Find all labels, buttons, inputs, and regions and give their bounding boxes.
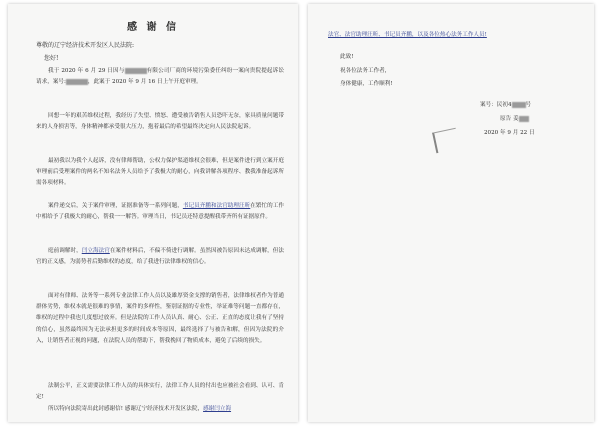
highlighted-names: 书记员齐鹏和法官助理汪昕 — [182, 203, 251, 209]
highlighted-judge: 闫立海法官 — [81, 248, 110, 254]
redaction-block — [66, 79, 88, 85]
letter-page-1 — [8, 4, 298, 422]
greeting: 您好! — [44, 55, 59, 62]
redaction-block — [512, 102, 526, 108]
wish-line-1: 祝各位法务工作者， — [340, 68, 391, 74]
paragraph-1: 我于 2020 年 6 月 29 日因与 有限公司厂商的环境污染委任纠纷一案向贵院提起诉讼请求，案号: ，此案于 2020 年 9 月 16 日上午开庭审理。 — [36, 68, 284, 86]
signature-mark — [432, 128, 460, 154]
paragraph-8: 所以特向法院寄出此封感谢信! 感谢辽宁经济技术开发区法院，感谢闫立海 — [48, 406, 232, 412]
highlighted-thanks: 感谢闫立海 — [203, 406, 232, 412]
paragraph-7: 法制公平，正义需要法律工作人员的具体实行，法律工作人员的付出也应被社会看到、认可、肯定! — [36, 383, 284, 401]
paragraph-5: 庭前调解时，闫立海法官在案件材料后，不偏不倚进行调解。虽然因被告原因未达成调解，但法官的正义感，为弱势者后勤维权的态度，给了我进行法律维权的信心。 — [36, 248, 284, 266]
salutation: 尊敬的辽宁经济技术开发区人民法院: — [36, 42, 135, 49]
redaction-block — [519, 116, 529, 122]
letter-page-2 — [308, 4, 594, 422]
paragraph-4: 案件递交后，关于案件审理，证据准备等一系列问题，书记员齐鹏和法官助理汪昕在繁忙的工作中相给予了我极大的耐心，帮我一一解答。审理当日，书记员还特意提醒我带齐所有证据原件。 — [36, 203, 284, 221]
paragraph-3: 最初我以为我个人起诉，没有律师帮助，公权力保护渠道维权会很难，但是案件进行到立案开庭审理前后受理案件的两名不知名法务人员给予了我极大的耐心，向我讲解各项程序、教我准备起诉所需各项材料。 — [36, 158, 284, 187]
plaintiff: 原告 姜 — [500, 114, 529, 122]
paragraph-2: 回想一年的艰苦维权过程，我经历了失望、愤怒、遭受被告销售人员恐吓无奈，家具质量问题带来的人身损害等，身体精神都承受很大压力，抱着最后的希望最终决定向人民法院起诉。 — [36, 113, 284, 131]
letter-title: 感 谢 信 — [127, 22, 179, 33]
continued-line: 法官、法官助理汪昕、书记员齐鹏，以及各位热心法务工作人员! — [328, 32, 487, 38]
regards: 此致! — [340, 54, 354, 60]
case-number: 案号：民初4 号 — [480, 102, 532, 108]
wish-line-2: 身体健康，工作顺利! — [340, 81, 393, 87]
redaction-block — [125, 68, 147, 74]
paragraph-6: 面对有律师、法务等一系列专业法律工作人员以及雄厚资金支撑的销售者，法律维权者作为普通群体劣势，维权本就是很难的事情，案件的多样性，鉴别证据的专业性，举证难等问题一直都存在，维权的过程中我也几度想过放弃。但是法院的工作人员认真、耐心、公正、正直的态度让我有了坚持的信心，虽然最终因为无法承担更多的时间成本等原因，最终选择了与被告和解，但因为法院的介入，让销售者正视的问题，在法院人员的帮助下，帮我挽回了物质成本，避免了后续的损失。 — [36, 293, 284, 344]
letter-date: 2020 年 9 月 22 日 — [484, 130, 535, 136]
